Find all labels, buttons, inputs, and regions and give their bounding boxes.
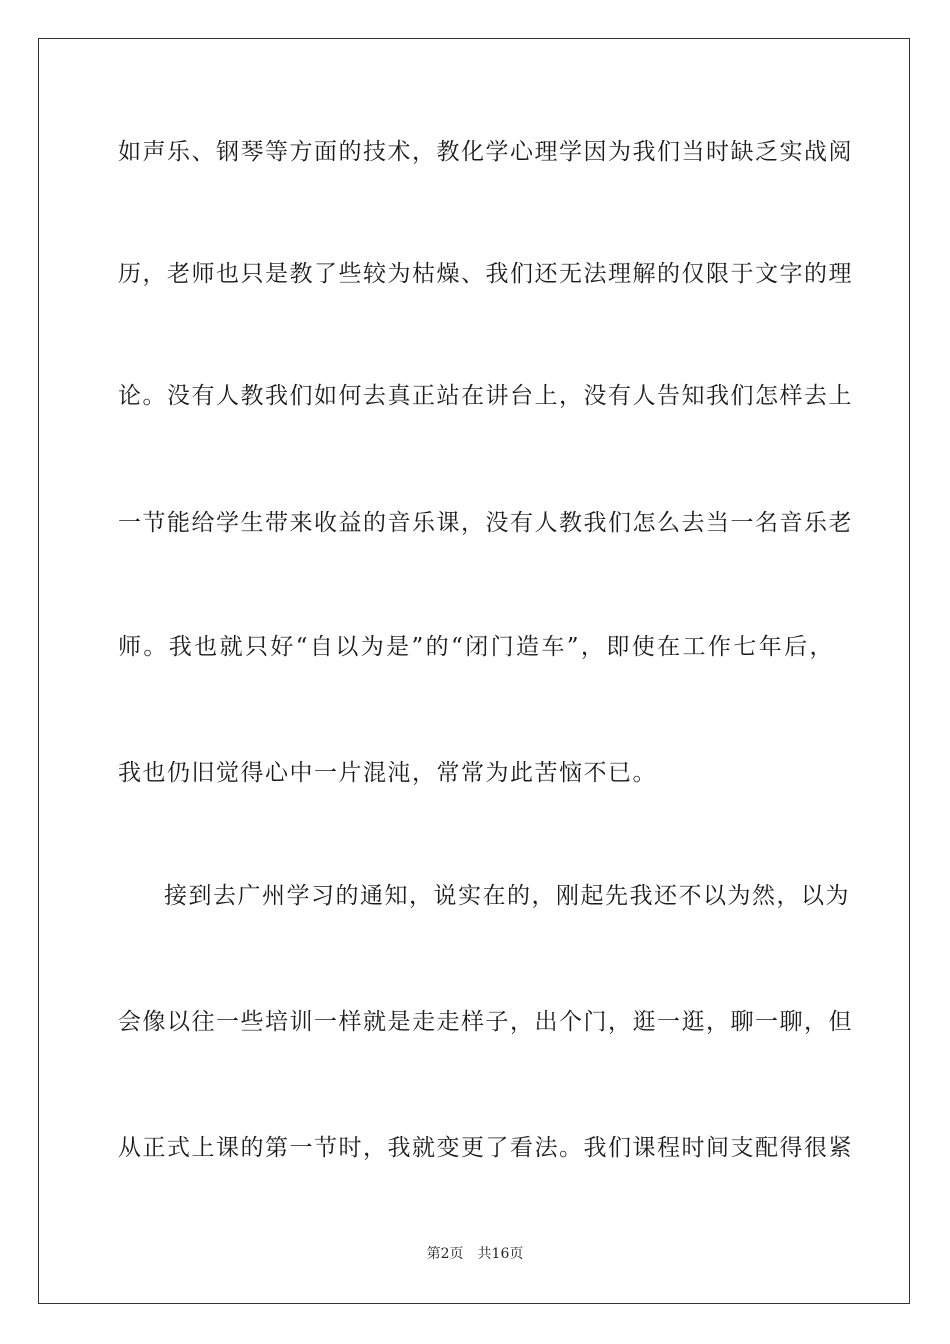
text-line: 会像以往一些培训一样就是走走样子，出个门，逛一逛，聊一聊，但: [118, 1009, 853, 1035]
text-line: 我也仍旧觉得心中一片混沌，常常为此苦恼不已。: [118, 760, 657, 786]
text-line: 历，老师也只是教了些较为枯燥、我们还无法理解的仅限于文字的理: [118, 261, 853, 287]
text-line-indented: 接到去广州学习的通知，说实在的，刚起先我还不以为然，以为: [164, 883, 850, 909]
page-border: [38, 38, 910, 1304]
text-line: 一节能给学生带来收益的音乐课，没有人教我们怎么去当一名音乐老: [118, 510, 853, 536]
page-number: 第2页: [426, 1246, 464, 1262]
page-total: 共16页: [477, 1246, 524, 1262]
text-line: 论。没有人教我们如何去真正站在讲台上，没有人告知我们怎样去上: [118, 383, 853, 409]
text-line: 从正式上课的第一节时，我就变更了看法。我们课程时间支配得很紧: [118, 1135, 853, 1161]
text-line: 师。我也就只好“自以为是”的“闭门造车”，即使在工作七年后，: [118, 634, 834, 660]
text-line: 如声乐、钢琴等方面的技术，教化学心理学因为我们当时缺乏实战阅: [118, 139, 853, 165]
page-footer: [0, 1244, 950, 1264]
